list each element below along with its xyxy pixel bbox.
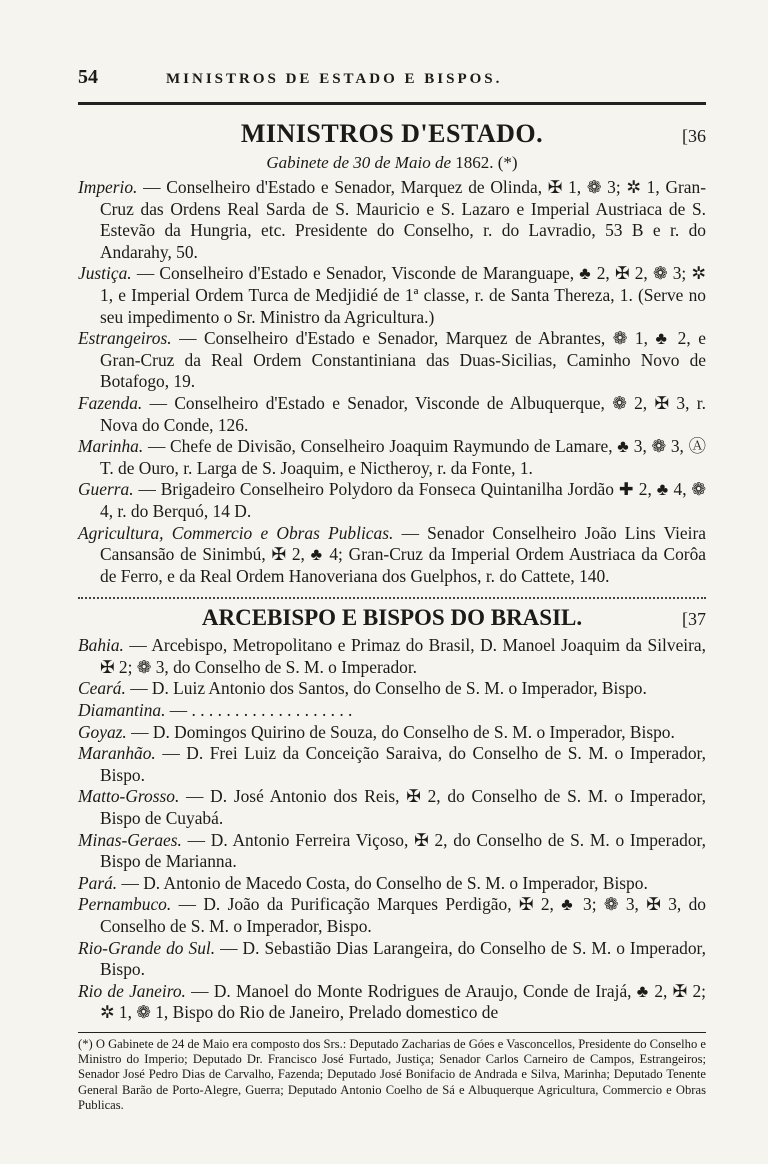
ministers-section-number: [36: [682, 126, 706, 146]
cabinet-label: Gabinete de 30 de Maio de: [266, 153, 451, 172]
page-number: 54: [78, 66, 98, 88]
list-item: Justiça. — Conselheiro d'Estado e Senador, Visconde de Maranguape, ♣ 2, ✠ 2, ❁ 3; ✲ 1, e Imperial Ordem Turca de Medjidié de 1ª classe, r. de Santa Thereza, 1. (Serve no seu impedimento o Sr. Ministro da Agricultura.): [78, 263, 706, 327]
list-item: Estrangeiros. — Conselheiro d'Estado e Senador, Marquez de Abrantes, ❁ 1, ♣ 2, e Gran-Cruz da Real Ordem Constantiniana das Duas-Sicilias, Caminho Novo de Botafogo, 19.: [78, 328, 706, 392]
list-item: Fazenda. — Conselheiro d'Estado e Senador, Visconde de Albuquerque, ❁ 2, ✠ 3, r. Nova do Conde, 126.: [78, 392, 706, 435]
list-item: Pará. — D. Antonio de Macedo Costa, do Conselho de S. M. o Imperador, Bispo.: [78, 872, 648, 893]
list-item: Minas-Geraes. — D. Antonio Ferreira Viçoso, ✠ 2, do Conselho de S. M. o Imperador, Bispo de Marianna.: [78, 829, 706, 872]
list-item: Pernambuco. — D. João da Purificação Marques Perdigão, ✠ 2, ♣ 3; ❁ 3, ✠ 3, do Conselho de S. M. o Imperador, Bispo.: [78, 894, 706, 936]
list-item: Diamantina. — . . . . . . . . . . . . . . . . . . .: [78, 700, 353, 721]
list-item: Maranhão. — D. Frei Luiz da Conceição Saraiva, do Conselho de S. M. o Imperador, Bispo.: [78, 743, 706, 785]
list-item: Imperio. — Conselheiro d'Estado e Senador, Marquez de Olinda, ✠ 1, ❁ 3; ✲ 1, Gran-Cruz das Ordens Real Sarda de S. Mauricio e S. Lazaro e Imperial Austriaca de S. Estevão da Hungria, etc. Presidente do Conselho, r. do Lavradio, 53 B e r. do Andarahy, 50.: [78, 177, 706, 262]
page: [78, 66, 706, 1113]
list-item: Rio-Grande do Sul. — D. Sebastião Dias Larangeira, do Conselho de S. M. o Imperador, Bispo.: [78, 937, 706, 980]
list-item: Goyaz. — D. Domingos Quirino de Souza, do Conselho de S. M. o Imperador, Bispo.: [78, 721, 675, 742]
list-item: Ceará. — D. Luiz Antonio dos Santos, do Conselho de S. M. o Imperador, Bispo.: [78, 678, 647, 699]
bishops-list: [78, 635, 706, 1024]
list-item: Guerra. — Brigadeiro Conselheiro Polydoro da Fonseca Quintanilha Jordão ✚ 2, ♣ 4, ❁ 4, r. do Berquó, 14 D.: [78, 479, 706, 521]
bishops-title: ARCEBISPO E BISPOS DO BRASIL.: [201, 605, 583, 631]
running-head: [78, 66, 706, 96]
list-item: Rio de Janeiro. — D. Manoel do Monte Rodrigues de Araujo, Conde de Irajá, ♣ 2, ✠ 2; ✲ 1, ❁ 1, Bispo do Rio de Janeiro, Prelado domestico de: [78, 980, 706, 1023]
bishops-heading: [78, 605, 706, 631]
section-divider: [78, 597, 706, 599]
header-rule: [78, 102, 706, 105]
cabinet-subtitle: [78, 153, 706, 173]
ministers-title: MINISTROS D'ESTADO.: [240, 119, 544, 148]
footnote: (*) O Gabinete de 24 de Maio era composto dos Srs.: Deputado Zacharias de Góes e Vasconcellos, Presidente do Conselho e Ministro do Imperio; Deputado Dr. Francisco José Furtado, Justiça; Senador Carlos Carneiro de Campos, Estrangeiros; Senador José Pedro Dias de Carvalho, Fazenda; Deputado José Bonifacio de Andrada e Silva, Marinha; Deputado Tenente General Barão de Porto-Alegre, Guerra; Deputado Antonio Coelho de Sá e Albuquerque Agricultura, Commercio e Obras Publicas.: [78, 1032, 706, 1113]
ministers-heading: [78, 119, 706, 149]
ministers-list: [78, 177, 706, 587]
bishops-section-number: [37: [682, 609, 706, 630]
list-item: Matto-Grosso. — D. José Antonio dos Reis, ✠ 2, do Conselho de S. M. o Imperador, Bispo de Cuyabá.: [78, 786, 706, 829]
list-item: Bahia. — Arcebispo, Metropolitano e Primaz do Brasil, D. Manoel Joaquim da Silveira, ✠ 2; ❁ 3, do Conselho de S. M. o Imperador.: [78, 635, 706, 677]
cabinet-year: 1862. (*): [455, 153, 518, 172]
list-item: Agricultura, Commercio e Obras Publicas. — Senador Conselheiro João Lins Vieira Cansansão de Sinimbú, ✠ 2, ♣ 4; Gran-Cruz da Imperial Ordem Austriaca da Corôa de Ferro, e da Real Ordem Hanoveriana dos Guelphos, r. do Cattete, 140.: [78, 522, 706, 586]
running-title: MINISTROS DE ESTADO E BISPOS.: [166, 71, 503, 87]
list-item: Marinha. — Chefe de Divisão, Conselheiro Joaquim Raymundo de Lamare, ♣ 3, ❁ 3, Ⓐ T. de Ouro, r. Larga de S. Joaquim, e Nictheroy, r. da Fonte, 1.: [78, 436, 706, 478]
